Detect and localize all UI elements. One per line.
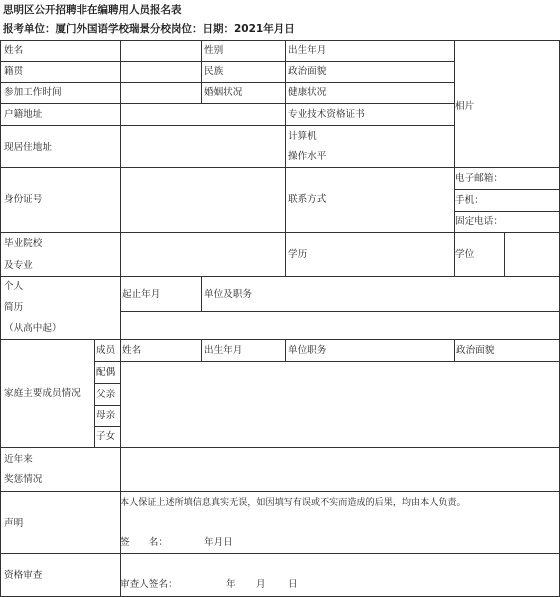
degree-input[interactable]: [504, 232, 560, 277]
sign-label: 签 名：: [120, 537, 168, 548]
education-label: 学历: [288, 249, 308, 260]
birth-label: 出生年月: [288, 45, 327, 56]
school-label-line2: 及专业: [4, 260, 33, 271]
marital-status-label: 婚姻状况: [204, 87, 243, 98]
resume-unit-position-header: 单位及职务: [204, 289, 252, 300]
review-month-label: 月: [256, 579, 266, 590]
family-political-header: 政治面貌: [456, 345, 495, 356]
current-address-label: 现居住地址: [4, 142, 52, 153]
review-label: 资格审查: [4, 570, 43, 581]
review-day-label: 日: [288, 579, 298, 590]
native-place-label: 籍贯: [4, 66, 24, 77]
children-label: 子女: [96, 431, 116, 442]
email-label: 电子邮箱：: [455, 173, 503, 184]
family-label: 家庭主要成员情况: [4, 388, 81, 399]
degree-label: 学位: [455, 249, 475, 260]
native-place-input[interactable]: [120, 61, 202, 83]
gender-label: 性别: [204, 45, 224, 56]
id-number-input[interactable]: [120, 167, 286, 233]
father-label: 父亲: [96, 389, 116, 400]
review-year-label: 年: [226, 579, 236, 590]
household-address-label: 户籍地址: [4, 109, 43, 120]
post-label: 岗位：: [171, 23, 203, 35]
name-input[interactable]: [120, 40, 202, 62]
resume-label-line3: （从高中起）: [4, 323, 62, 334]
political-status-label: 政治面貌: [288, 66, 327, 77]
reviewer-sign-label: 审查人签名：: [120, 579, 178, 590]
date-label: 日期：: [202, 23, 234, 35]
resume-label-line1: 个人: [4, 281, 24, 292]
contact-label: 联系方式: [288, 194, 327, 205]
name-label: 姓名: [4, 45, 24, 56]
current-address-input[interactable]: [120, 125, 286, 168]
work-start-label: 参加工作时间: [4, 87, 62, 98]
family-members-input[interactable]: [120, 361, 560, 448]
declaration-label: 声明: [4, 518, 24, 529]
resume-unit-header-cell: [201, 276, 560, 312]
family-name-header: 姓名: [122, 345, 142, 356]
computer-label-line2: 操作水平: [288, 151, 327, 162]
school-input[interactable]: [120, 232, 286, 277]
applying-unit-label: 报考单位：: [3, 23, 56, 35]
photo-label: 相片: [455, 101, 475, 112]
school-label-line1: 毕业院校: [4, 238, 43, 249]
education-label-cell: [285, 232, 455, 277]
resume-input[interactable]: [120, 311, 560, 340]
date-value: 2021年月日: [234, 23, 295, 35]
review-cell[interactable]: [120, 553, 560, 597]
member-header: 成员: [96, 345, 116, 356]
computer-label-line1: 计算机: [288, 131, 317, 142]
id-number-label: 身份证号: [4, 194, 43, 205]
ethnicity-label: 民族: [204, 66, 224, 77]
awards-label-line1: 近年来: [4, 454, 33, 465]
applying-unit-value: 厦门外国语学校瑞景分校: [55, 23, 171, 35]
work-start-input[interactable]: [120, 82, 202, 104]
health-label: 健康状况: [288, 87, 327, 98]
awards-label-line2: 奖惩情况: [4, 474, 43, 485]
mother-label: 母亲: [96, 410, 116, 421]
spouse-label: 配偶: [96, 367, 116, 378]
family-unit-position-header: 单位职务: [288, 345, 327, 356]
family-birth-header: 出生年月: [204, 345, 243, 356]
awards-input[interactable]: [120, 447, 560, 492]
professional-cert-label: 专业技术资格证书: [288, 109, 365, 120]
resume-period-header: 起止年月: [122, 289, 161, 300]
landline-label: 固定电话：: [455, 216, 503, 227]
household-address-input[interactable]: [120, 103, 286, 126]
resume-label-line2: 简历: [4, 302, 24, 313]
mobile-label: 手机：: [455, 195, 484, 206]
declaration-text: 本人保证上述所填信息真实无误，如因填写有误或不实而造成的后果，均由本人负责。: [120, 498, 466, 508]
form-title: 思明区公开招聘非在编聘用人员报名表: [3, 4, 182, 16]
sign-date-label: 年月日: [204, 537, 233, 548]
